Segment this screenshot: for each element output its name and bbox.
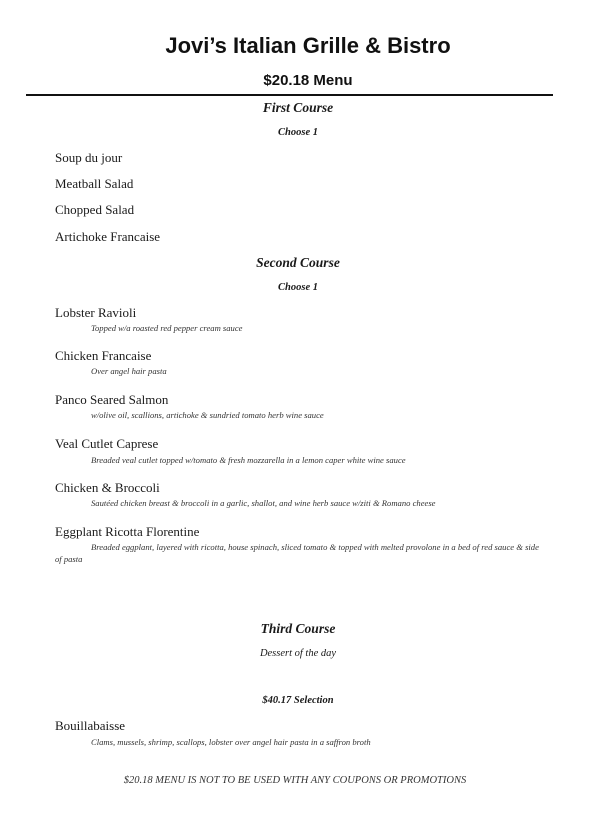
first-course-heading: First Course: [262, 100, 334, 115]
menu-item-soup: Soup du jour: [55, 150, 123, 165]
menu-item-bouillabaisse: Bouillabaisse: [55, 718, 126, 733]
menu-item-chicken-francaise: Chicken Francaise: [55, 348, 152, 363]
menu-item-eggplant: Eggplant Ricotta Florentine: [55, 524, 200, 539]
menu-item-panco-salmon: Panco Seared Salmon: [55, 392, 169, 407]
menu-subtitle: $20.18 Menu: [263, 72, 353, 89]
menu-item-chopped-salad: Chopped Salad: [55, 202, 135, 217]
menu-item-description: w/olive oil, scallions, artichoke & sundried tomato herb wine sauce: [91, 410, 324, 420]
menu-item-description: Breaded eggplant, layered with ricotta, house spinach, sliced tomato & topped with melted provolone in a bed of red sauce & side of pasta: [55, 542, 539, 564]
first-course-choose: Choose 1: [278, 127, 318, 138]
menu-item-chicken-broccoli: Chicken & Broccoli: [55, 480, 160, 495]
second-course-heading: Second Course: [256, 255, 340, 270]
second-course-choose: Choose 1: [278, 282, 318, 293]
third-course-heading: Third Course: [260, 621, 336, 636]
restaurant-title: Jovi’s Italian Grille & Bistro: [165, 33, 451, 58]
menu-item-lobster-ravioli: Lobster Ravioli: [55, 305, 137, 320]
menu-item-description: Clams, mussels, shrimp, scallops, lobster over angel hair pasta in a saffron broth: [91, 737, 371, 747]
dessert-text: Dessert of the day: [259, 648, 337, 659]
header-divider: [26, 94, 553, 96]
menu-item-description: Sautéed chicken breast & broccoli in a garlic, shallot, and wine herb sauce w/ziti & Romano cheese: [91, 498, 436, 508]
menu-item-description: Over angel hair pasta: [91, 366, 167, 376]
menu-item-artichoke: Artichoke Francaise: [55, 229, 161, 244]
menu-item-meatball-salad: Meatball Salad: [55, 176, 134, 191]
selection-heading: $40.17 Selection: [262, 695, 334, 706]
menu-item-veal-cutlet: Veal Cutlet Caprese: [55, 436, 159, 451]
menu-item-description: Breaded veal cutlet topped w/tomato & fresh mozzarella in a lemon caper white wine sauce: [91, 455, 406, 465]
menu-footer-note: $20.18 MENU IS NOT TO BE USED WITH ANY COUPONS OR PROMOTIONS: [123, 775, 467, 786]
menu-item-description: Topped w/a roasted red pepper cream sauce: [91, 323, 243, 333]
